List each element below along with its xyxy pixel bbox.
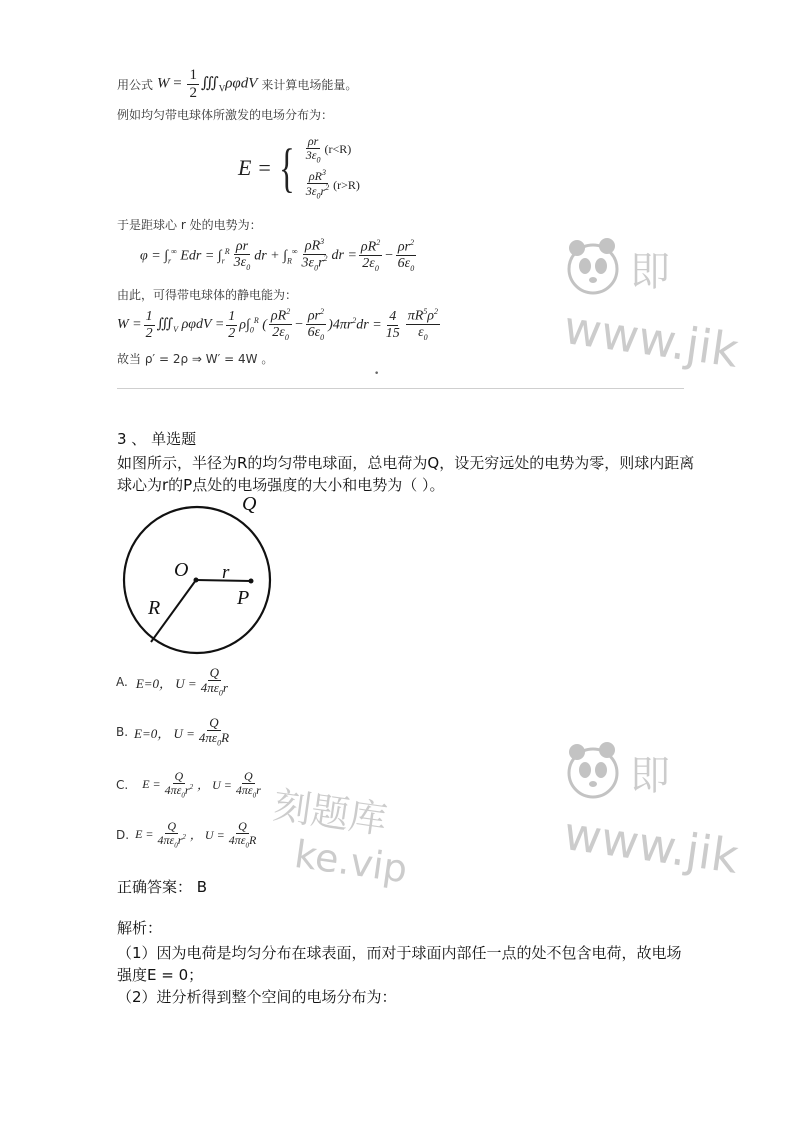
answer-label: 正确答案： <box>117 878 193 896</box>
energy-formula: W = $\frac{1}{2}$ $∭_V\rho\varphi dV$ <box>157 67 258 101</box>
label-P: P <box>237 587 250 609</box>
analysis-p1-line1: （1）因为电荷是均匀分布在球表面，而对于球面内部任一点的处不包含电荷，故电场 <box>117 944 682 962</box>
analysis-p2: （2）进分析得到整个空间的电场分布为： <box>117 988 397 1006</box>
option-C[interactable] <box>116 767 265 803</box>
brace: { <box>278 138 295 198</box>
option-label: B. <box>116 725 129 739</box>
option-expr: E=0， U = $\frac{Q}{4\pi\varepsilon_0R}$ <box>134 714 230 748</box>
option-expr: E = $\frac{Q}{4\pi\varepsilon_0r^2}$ ， U = $\frac{Q}{4\pi\varepsilon_0R}$ <box>135 818 257 850</box>
watermark-mid-url: ke.vip <box>291 832 411 892</box>
sphere-figure <box>110 490 310 660</box>
option-expr: E = $\frac{Q}{4\pi\varepsilon_0r^2}$ ， U = $\frac{Q}{4\pi\varepsilon_0r}$ <box>142 768 261 800</box>
watermark-url-2: www.jik <box>560 806 742 884</box>
watermark-mid-cn: 刻题库 <box>270 782 390 843</box>
center-point <box>194 578 199 583</box>
analysis-p1-line2: 强度E = 0； <box>117 966 204 984</box>
derivation-line2: 例如均匀带电球体所激发的电场分布为： <box>117 108 334 122</box>
case2-cond: (r>R) <box>333 177 360 192</box>
answer-value: B <box>196 878 208 896</box>
derivation-line4: 由此，可得带电球体的静电能为： <box>117 288 298 302</box>
watermark-brand-cn-1: 即 <box>630 249 670 295</box>
option-A[interactable] <box>116 664 232 700</box>
derivation-line3: 于是距球心 r 处的电势为： <box>117 218 262 232</box>
option-D[interactable] <box>116 817 260 853</box>
panda-logo-icon <box>563 234 623 304</box>
label-R: R <box>148 597 161 619</box>
stray-mark: • <box>374 369 380 379</box>
watermark-brand-cn-2: 即 <box>630 753 670 799</box>
potential-equation: $\varphi = \int_r^\infty$ Edr = $\int_r^R$ $\frac{\rho r}{3\varepsilon_0}$ dr + $\int_R^\infty$ $\frac{\rho R^3}{3\varepsilon_0r^2}$ dr = $\frac{\rho R^2}{2\varepsilon_0}$ − $\frac{\rho r^2}{6\varepsilon_0}$ <box>140 237 415 273</box>
field-lhs: E = <box>238 155 272 180</box>
option-label: A. <box>116 675 128 689</box>
answer-line <box>117 875 207 899</box>
option-label: C. <box>116 778 129 792</box>
field-piecewise: E = { $\frac{\rho r}{3\varepsilon_0}$ (r<R) $\frac{\rho R^3}{3\varepsilon_0r^2}$ (r>R) <box>238 133 360 201</box>
question-text-line1: 如图所示，半径为R的均匀带电球面，总电荷为Q，设无穷远处的电势为零，则球内距离 <box>117 454 695 472</box>
option-expr: E=0， U = $\frac{Q}{4\pi\varepsilon_0r}$ <box>135 664 228 698</box>
label-Q: Q <box>242 493 257 515</box>
analysis-title: 解析： <box>117 919 163 937</box>
point-P <box>249 579 254 584</box>
option-label: D. <box>116 828 130 842</box>
question-text-line2: 球心为r的P点处的电场强度的大小和电势为（ ）。 <box>117 476 445 494</box>
case1-cond: (r<R) <box>324 142 352 157</box>
question-title: 3 、 单选题 <box>117 430 197 448</box>
label-O: O <box>174 559 189 581</box>
derivation-line1 <box>117 66 357 102</box>
watermark-url-1: www.jik <box>560 300 742 378</box>
option-B[interactable] <box>116 714 233 750</box>
energy-equation: W = $\frac{1}{2}$ $∭_V$ ρφdV = $\frac{1}{2}$ $\rho\int_0^R$ ( $\frac{\rho R^2}{2\varepsilon_0}$ − $\frac{\rho r^2}{6\varepsilon_0}$ )$4\pi r^2dr$ = $\frac{4}{15}$ $\frac{\pi R^5\rho^2}{\varepsilon_0}$ <box>117 306 439 342</box>
panda-logo-icon-2 <box>563 738 623 808</box>
text: 用公式 <box>117 77 154 92</box>
text: 来计算电场能量。 <box>261 77 358 92</box>
section-divider <box>117 388 684 389</box>
label-r: r <box>222 562 230 583</box>
derivation-line5: 故当 ρ′ = 2ρ ⇒ W′ = 4W 。 <box>117 352 274 366</box>
